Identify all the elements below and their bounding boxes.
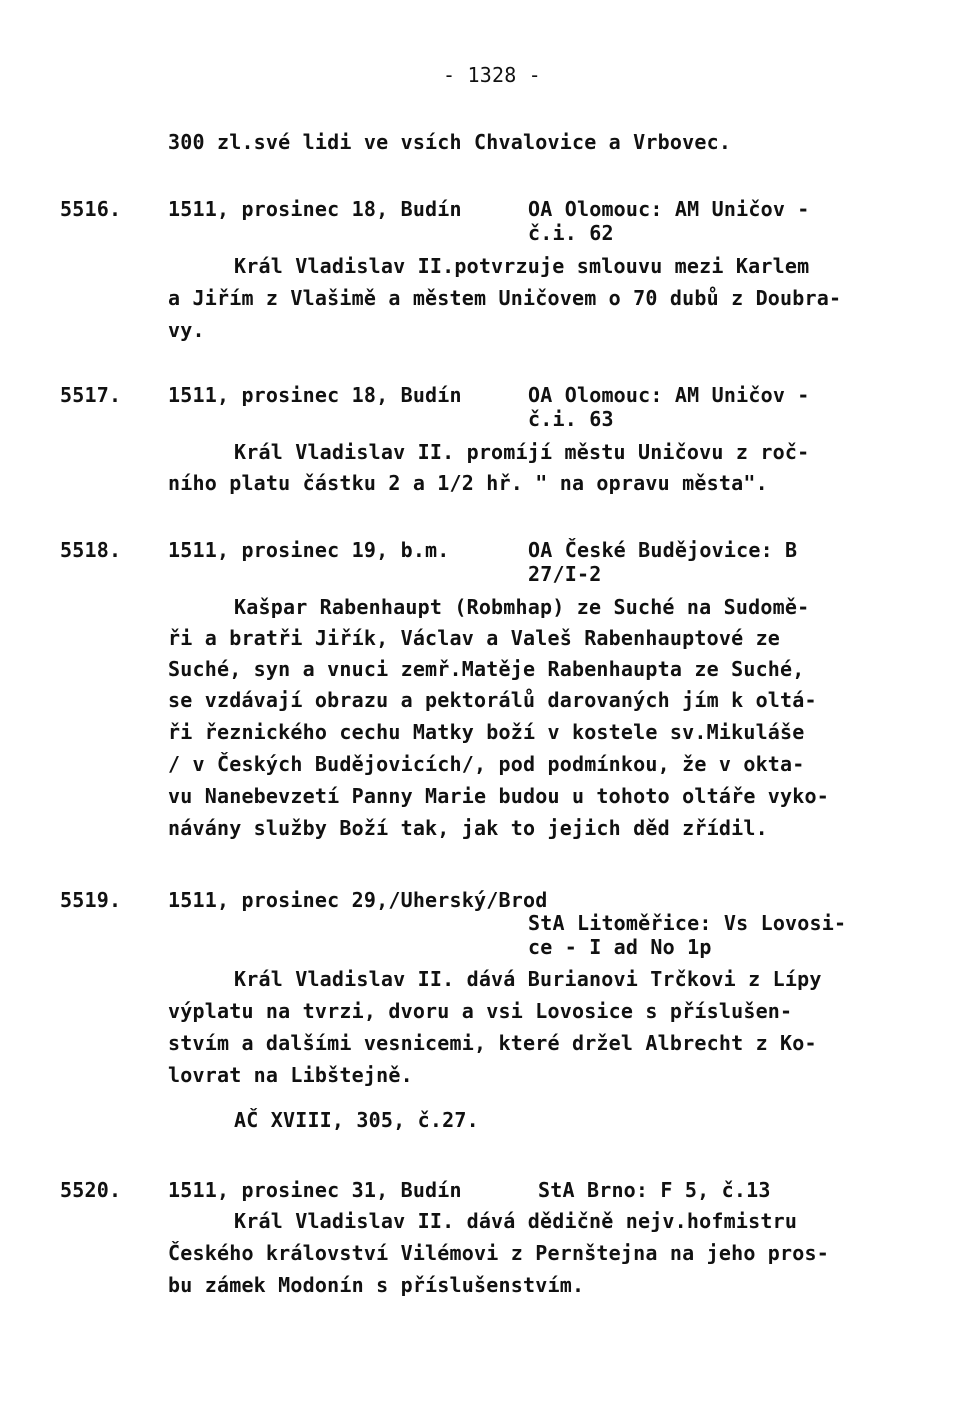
entry-text-line: Kašpar Rabenhaupt (Robmhap) ze Suché na Sudomě- xyxy=(234,595,810,619)
entry-text-line: se vzdávají obrazu a pektorálů darovaných jím k oltá- xyxy=(168,688,817,712)
entry-citation: AČ XVIII, 305, č.27. xyxy=(234,1108,479,1132)
entry-source: StA Litoměřice: Vs Lovosi- xyxy=(528,911,847,935)
entry-header: 1511, prosinec 18, Budín xyxy=(168,197,462,221)
entry-number: 5519. xyxy=(60,888,122,912)
page-number: - 1328 - xyxy=(443,63,541,87)
entry-number: 5516. xyxy=(60,197,122,221)
entry-text-line: ři a bratři Jiřík, Václav a Valeš Rabenhauptové ze xyxy=(168,626,781,650)
entry-header: 1511, prosinec 31, Budín xyxy=(168,1178,462,1202)
entry-source-continued: 27/I-2 xyxy=(528,562,602,586)
entry-header: 1511, prosinec 18, Budín xyxy=(168,383,462,407)
entry-source-continued: č.i. 63 xyxy=(528,407,614,431)
entry-header: 1511, prosinec 19, b.m. xyxy=(168,538,450,562)
entry-text-line: / v Českých Budějovicích/, pod podmínkou, že v okta- xyxy=(168,752,805,776)
entry-source: OA České Budějovice: B xyxy=(528,538,798,562)
entry-text-line: návány služby Boží tak, jak to jejich děd zřídil. xyxy=(168,816,768,840)
entry-source: OA Olomouc: AM Uničov - xyxy=(528,383,810,407)
entry-text-line: a Jiřím z Vlašimě a městem Uničovem o 70 dubů z Doubra- xyxy=(168,286,842,310)
entry-text-line: Král Vladislav II. promíjí městu Uničovu z roč- xyxy=(234,440,810,464)
entry-text-line: Král Vladislav II. dává Burianovi Trčkovi z Lípy xyxy=(234,967,822,991)
entry-source-continued: č.i. 62 xyxy=(528,221,614,245)
entry-text-line: výplatu na tvrzi, dvoru a vsi Lovosice s příslušen- xyxy=(168,999,793,1023)
entry-text-line: Král Vladislav II.potvrzuje smlouvu mezi Karlem xyxy=(234,254,810,278)
entry-text-line: bu zámek Modonín s příslušenstvím. xyxy=(168,1273,585,1297)
entry-text-line: vy. xyxy=(168,318,205,342)
entry-text-line: Král Vladislav II. dává dědičně nejv.hofmistru xyxy=(234,1209,798,1233)
entry-text-line: stvím a dalšími vesnicemi, které držel Albrecht z Ko- xyxy=(168,1031,817,1055)
entry-text-line: ři řeznického cechu Matky boží v kostele sv.Mikuláše xyxy=(168,720,805,744)
entry-text-line: vu Nanebevzetí Panny Marie budou u tohoto oltáře vyko- xyxy=(168,784,830,808)
intro-line: 300 zl.své lidi ve vsích Chvalovice a Vrbovec. xyxy=(168,130,732,154)
entry-number: 5517. xyxy=(60,383,122,407)
entry-number: 5518. xyxy=(60,538,122,562)
entry-source: StA Brno: F 5, č.13 xyxy=(538,1178,771,1202)
entry-text-line: Českého království Vilémovi z Pernštejna na jeho pros- xyxy=(168,1241,830,1265)
entry-text-line: Suché, syn a vnuci zemř.Matěje Rabenhaupta ze Suché, xyxy=(168,657,805,681)
entry-source: OA Olomouc: AM Uničov - xyxy=(528,197,810,221)
entry-source-continued: ce - I ad No 1p xyxy=(528,935,712,959)
entry-text-line: ního platu částku 2 a 1/2 hř. " na opravu města". xyxy=(168,471,768,495)
entry-header: 1511, prosinec 29,/Uherský/Brod xyxy=(168,888,548,912)
entry-number: 5520. xyxy=(60,1178,122,1202)
entry-text-line: lovrat na Libštejně. xyxy=(168,1063,413,1087)
